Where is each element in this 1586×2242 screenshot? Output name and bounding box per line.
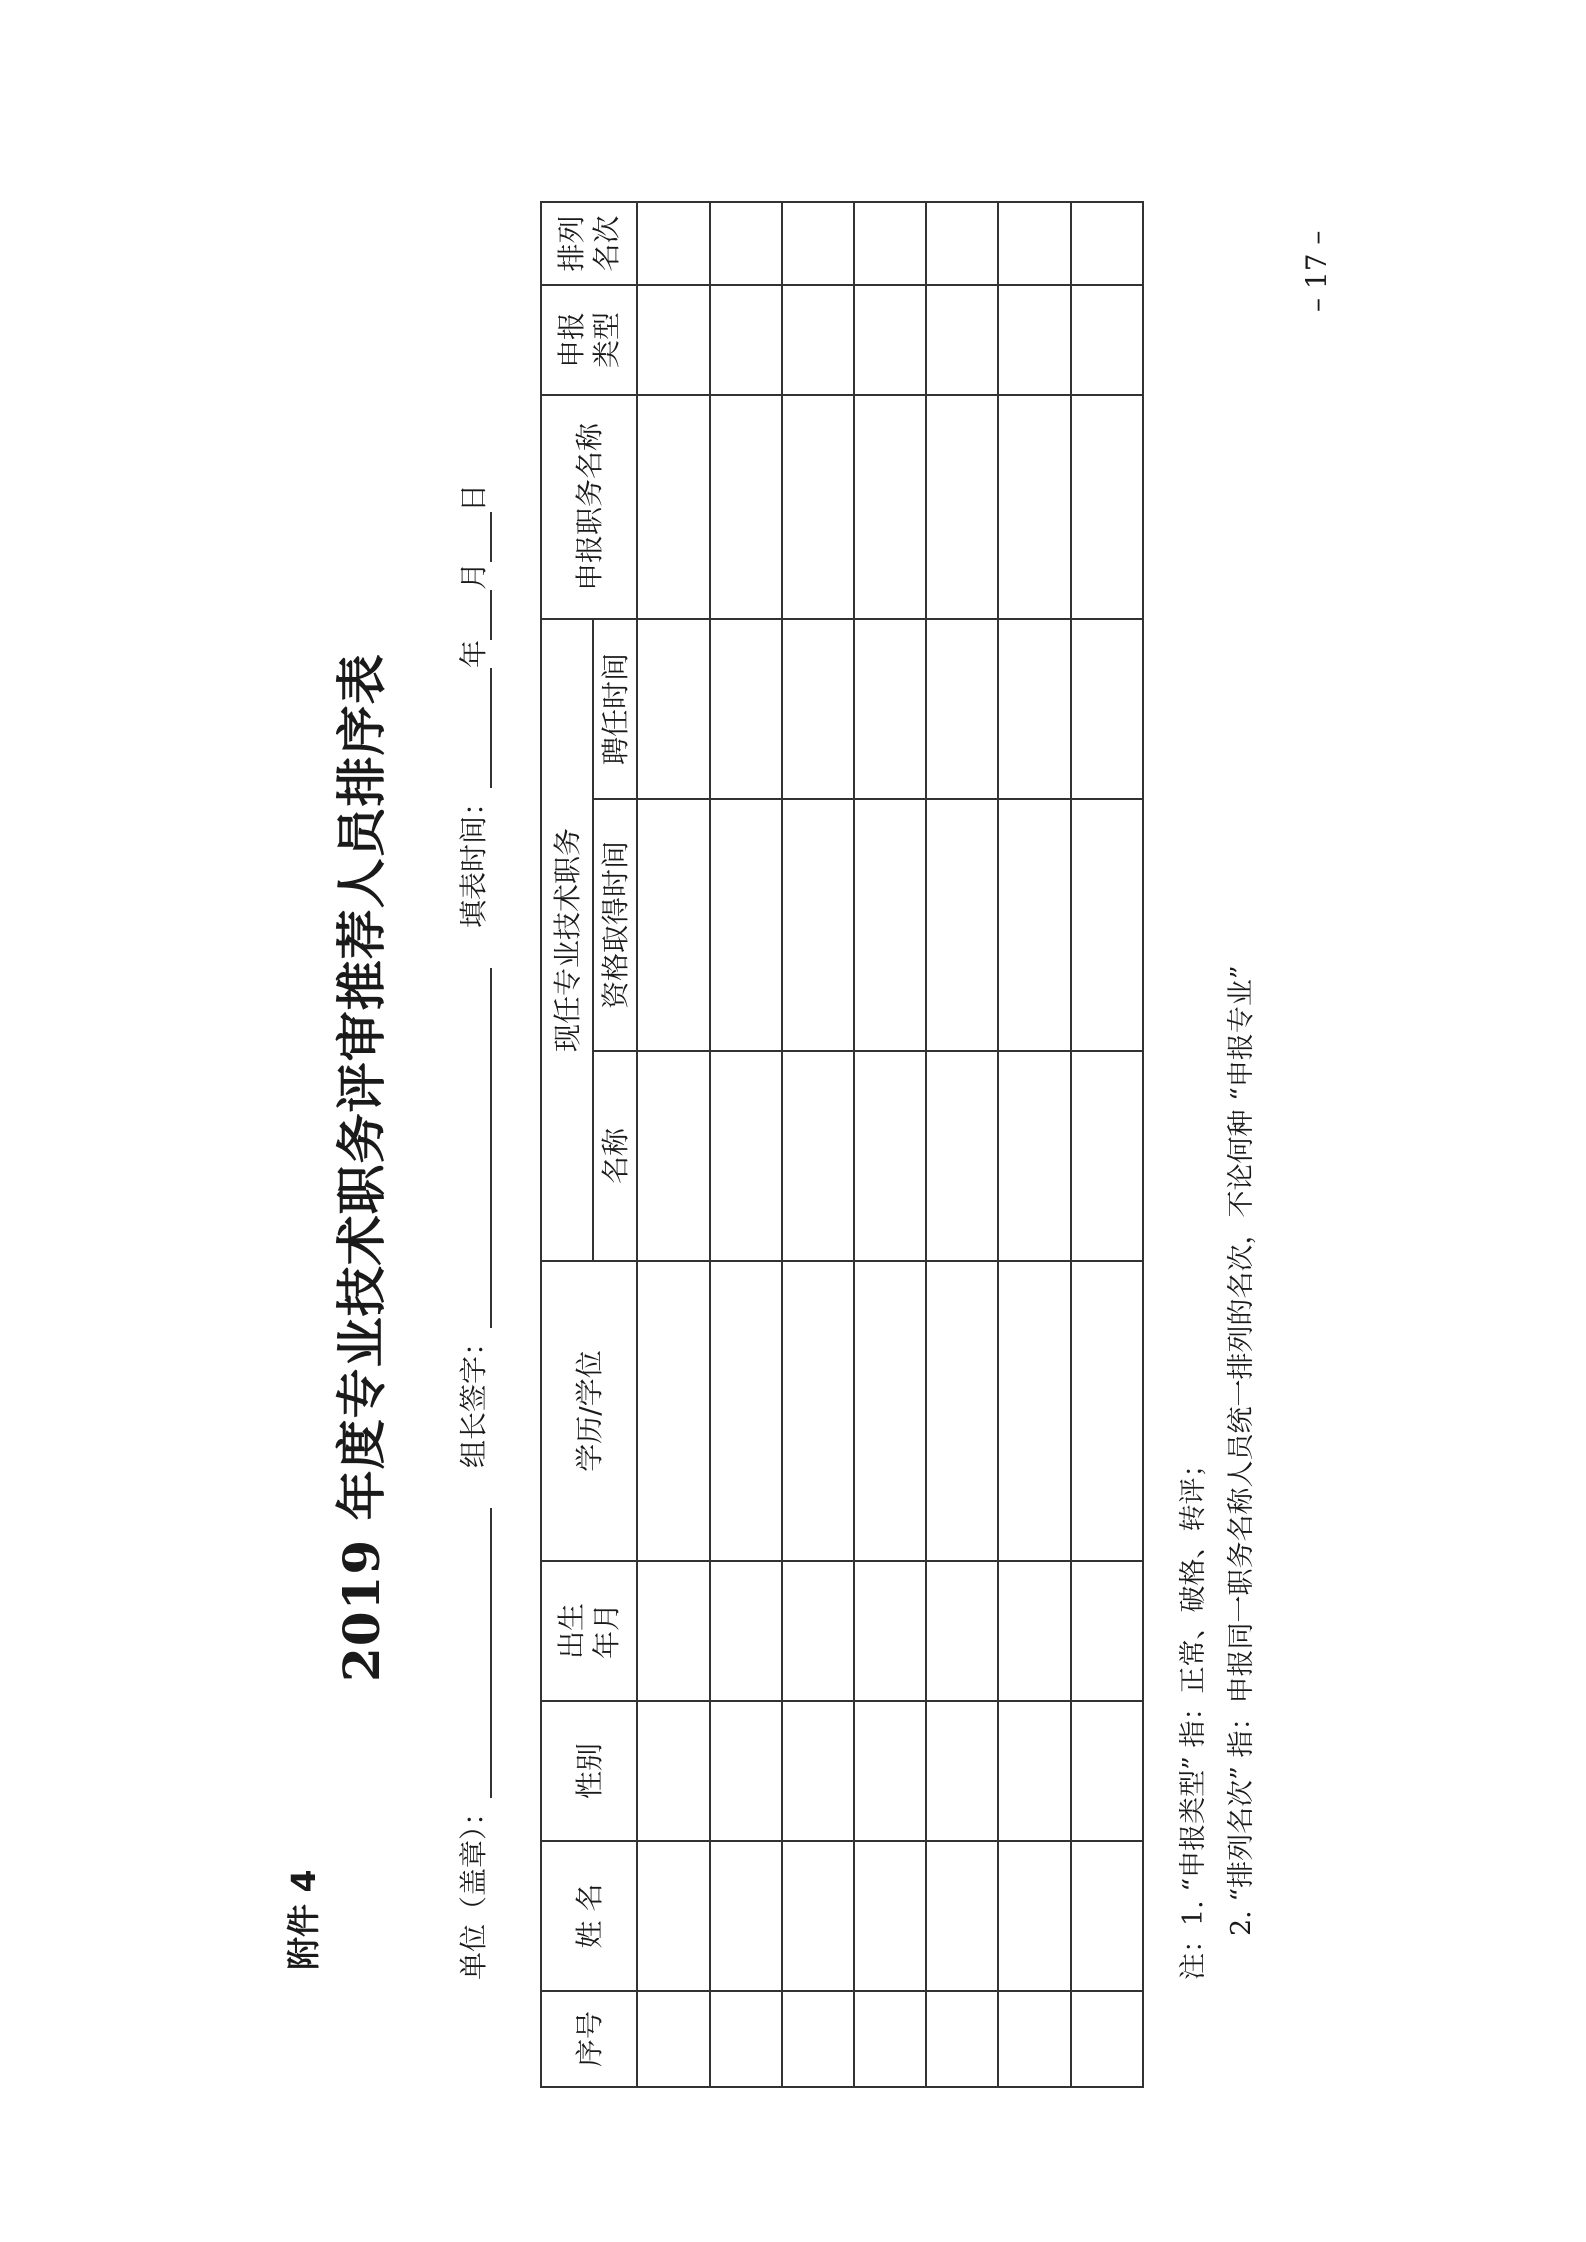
table-body bbox=[637, 202, 1143, 2087]
table-cell[interactable] bbox=[998, 1051, 1070, 1261]
table-cell[interactable] bbox=[637, 1261, 709, 1561]
month-field[interactable] bbox=[490, 590, 492, 640]
form-info-row bbox=[452, 484, 492, 1980]
table-cell[interactable] bbox=[998, 1841, 1070, 1991]
table-cell[interactable] bbox=[637, 1561, 709, 1701]
notes-prefix: 注： bbox=[1178, 1926, 1209, 1980]
table-cell[interactable] bbox=[782, 1701, 854, 1841]
table-cell[interactable] bbox=[926, 202, 998, 285]
table-cell[interactable] bbox=[854, 202, 926, 285]
table-cell[interactable] bbox=[710, 619, 782, 799]
header-appointment-time: 聘任时间 bbox=[593, 619, 637, 799]
header-apply-type-line1: 申报 bbox=[555, 311, 589, 368]
table-cell[interactable] bbox=[710, 1701, 782, 1841]
page-title: 2019 年度专业技术职务评审推荐人员排序表 bbox=[332, 653, 391, 1682]
note-line-2 bbox=[1218, 965, 1266, 1980]
table-cell[interactable] bbox=[854, 1561, 926, 1701]
table-cell[interactable] bbox=[926, 285, 998, 395]
table-cell[interactable] bbox=[637, 799, 709, 1051]
header-apply-type bbox=[541, 285, 637, 395]
leader-signature-label: 组长签字： bbox=[457, 1327, 490, 1468]
table-cell[interactable] bbox=[854, 1841, 926, 1991]
table-cell[interactable] bbox=[926, 799, 998, 1051]
table-cell[interactable] bbox=[926, 1051, 998, 1261]
table-row bbox=[926, 202, 998, 2087]
table-cell[interactable] bbox=[998, 799, 1070, 1051]
table-cell[interactable] bbox=[782, 395, 854, 619]
table-cell[interactable] bbox=[710, 1841, 782, 1991]
header-gender: 性别 bbox=[541, 1701, 637, 1841]
day-suffix: 日 bbox=[457, 483, 490, 512]
header-birth-line2: 年月 bbox=[590, 1603, 624, 1660]
table-cell[interactable] bbox=[637, 1051, 709, 1261]
header-rank-line2: 名次 bbox=[590, 215, 624, 272]
table-row bbox=[1071, 202, 1143, 2087]
header-row-1 bbox=[541, 202, 593, 2087]
day-field[interactable] bbox=[490, 512, 492, 562]
table-cell[interactable] bbox=[1071, 1701, 1143, 1841]
table-cell[interactable] bbox=[926, 1991, 998, 2087]
year-suffix: 年 bbox=[457, 639, 490, 668]
table-row bbox=[710, 202, 782, 2087]
notes bbox=[1170, 965, 1266, 1980]
table-cell[interactable] bbox=[1071, 1991, 1143, 2087]
table-cell[interactable] bbox=[998, 619, 1070, 799]
table-cell[interactable] bbox=[854, 619, 926, 799]
table-cell[interactable] bbox=[926, 395, 998, 619]
unit-field[interactable] bbox=[490, 1508, 492, 1798]
table-cell[interactable] bbox=[854, 1701, 926, 1841]
header-applied-title: 申报职务名称 bbox=[541, 395, 637, 619]
table-cell[interactable] bbox=[998, 1991, 1070, 2087]
table-cell[interactable] bbox=[637, 1701, 709, 1841]
table-cell[interactable] bbox=[637, 202, 709, 285]
table-cell[interactable] bbox=[710, 1261, 782, 1561]
table-cell[interactable] bbox=[854, 285, 926, 395]
leader-signature-field[interactable] bbox=[490, 968, 492, 1328]
table-cell[interactable] bbox=[782, 1841, 854, 1991]
header-name: 姓 名 bbox=[541, 1841, 637, 1991]
table-cell[interactable] bbox=[926, 1701, 998, 1841]
table-cell[interactable] bbox=[782, 1561, 854, 1701]
unit-label: 单位（盖章）： bbox=[457, 1797, 490, 1980]
header-current-title-name: 名称 bbox=[593, 1051, 637, 1261]
table-cell[interactable] bbox=[637, 1991, 709, 2087]
note-2-text: 2. “排列名次” 指：申报同一职务名称人员统一排列的名次，不论何种 “申报专业” bbox=[1226, 965, 1257, 1936]
ranking-table bbox=[540, 201, 1144, 2088]
table-cell[interactable] bbox=[1071, 1261, 1143, 1561]
table-cell[interactable] bbox=[782, 799, 854, 1051]
year-field[interactable] bbox=[490, 668, 492, 788]
table-cell[interactable] bbox=[637, 285, 709, 395]
table-cell[interactable] bbox=[1071, 1051, 1143, 1261]
table-cell[interactable] bbox=[854, 1261, 926, 1561]
table-cell[interactable] bbox=[926, 1841, 998, 1991]
header-rank bbox=[541, 202, 637, 285]
header-birth bbox=[541, 1561, 637, 1701]
table-cell[interactable] bbox=[854, 395, 926, 619]
header-birth-line1: 出生 bbox=[555, 1603, 589, 1660]
table-cell[interactable] bbox=[998, 1701, 1070, 1841]
table-cell[interactable] bbox=[854, 1991, 926, 2087]
table-cell[interactable] bbox=[637, 619, 709, 799]
note-1-text: 1. “申报类型” 指：正常、破格、转评； bbox=[1178, 1450, 1209, 1926]
header-current-title: 现任专业技术职务 bbox=[541, 619, 593, 1261]
attachment-label: 附件 4 bbox=[284, 1869, 323, 1970]
table-cell[interactable] bbox=[637, 395, 709, 619]
table-row bbox=[637, 202, 709, 2087]
table-cell[interactable] bbox=[1071, 285, 1143, 395]
table-cell[interactable] bbox=[1071, 202, 1143, 285]
table-cell[interactable] bbox=[710, 799, 782, 1051]
table-cell[interactable] bbox=[710, 1561, 782, 1701]
table-cell[interactable] bbox=[710, 1051, 782, 1261]
table-cell[interactable] bbox=[710, 395, 782, 619]
table-cell[interactable] bbox=[782, 285, 854, 395]
table-cell[interactable] bbox=[926, 1261, 998, 1561]
table-cell[interactable] bbox=[926, 619, 998, 799]
table-cell[interactable] bbox=[782, 1261, 854, 1561]
table-cell[interactable] bbox=[998, 395, 1070, 619]
table-row bbox=[998, 202, 1070, 2087]
table-cell[interactable] bbox=[926, 1561, 998, 1701]
page-number: – 17 – bbox=[1300, 230, 1333, 312]
header-seq: 序号 bbox=[541, 1991, 637, 2087]
table-cell[interactable] bbox=[998, 1261, 1070, 1561]
table-cell[interactable] bbox=[782, 1051, 854, 1261]
table-cell[interactable] bbox=[710, 1991, 782, 2087]
table-cell[interactable] bbox=[782, 1991, 854, 2087]
table-cell[interactable] bbox=[998, 202, 1070, 285]
table-cell[interactable] bbox=[782, 202, 854, 285]
table-row bbox=[782, 202, 854, 2087]
month-suffix: 月 bbox=[457, 561, 490, 590]
table-cell[interactable] bbox=[1071, 395, 1143, 619]
table-cell[interactable] bbox=[998, 285, 1070, 395]
table-cell[interactable] bbox=[1071, 799, 1143, 1051]
table-cell[interactable] bbox=[998, 1561, 1070, 1701]
table-cell[interactable] bbox=[710, 285, 782, 395]
header-education: 学历/学位 bbox=[541, 1261, 637, 1561]
header-qualification-time: 资格取得时间 bbox=[593, 799, 637, 1051]
note-line-1 bbox=[1170, 965, 1218, 1980]
table-cell[interactable] bbox=[1071, 1841, 1143, 1991]
table-cell[interactable] bbox=[782, 619, 854, 799]
table-cell[interactable] bbox=[854, 799, 926, 1051]
fill-date-label: 填表时间： bbox=[457, 787, 490, 928]
header-apply-type-line2: 类型 bbox=[590, 311, 624, 368]
table-cell[interactable] bbox=[637, 1841, 709, 1991]
header-rank-line1: 排列 bbox=[555, 215, 589, 272]
table-cell[interactable] bbox=[710, 202, 782, 285]
table-cell[interactable] bbox=[854, 1051, 926, 1261]
table-cell[interactable] bbox=[1071, 619, 1143, 799]
table-cell[interactable] bbox=[1071, 1561, 1143, 1701]
table-row bbox=[854, 202, 926, 2087]
